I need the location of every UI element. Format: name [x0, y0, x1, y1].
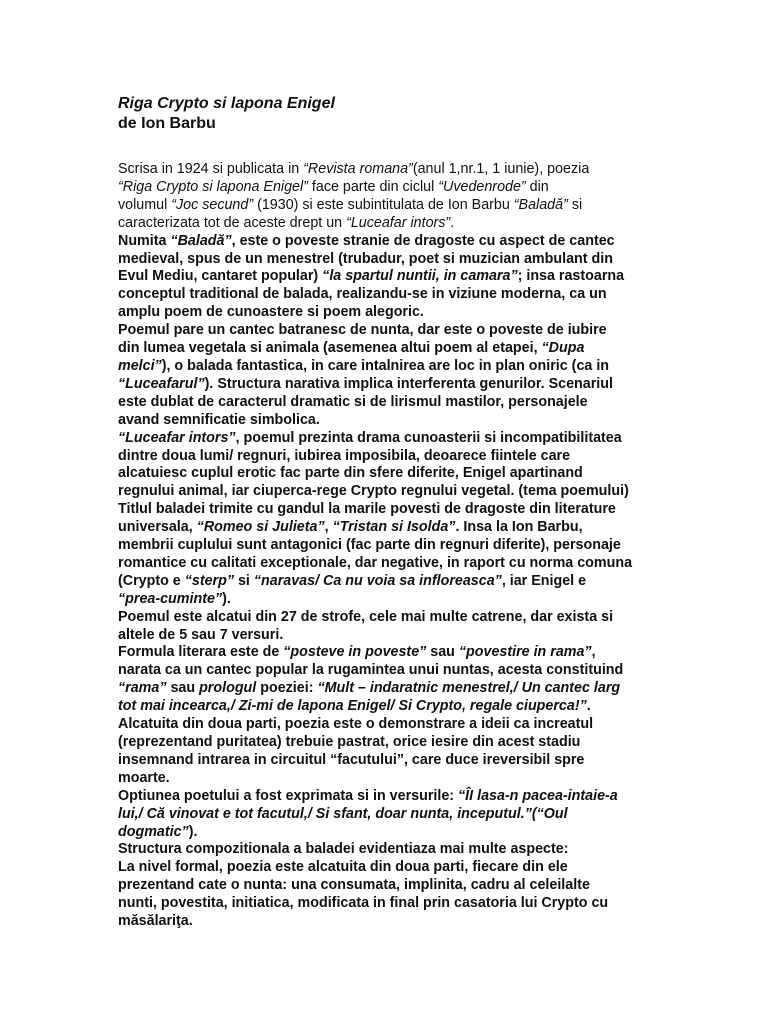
text-line: [118, 752, 658, 770]
text-run: Optiunea poetului a fost exprimata si in versurile:: [118, 787, 459, 804]
text-line: [118, 465, 658, 483]
text-line: [118, 662, 658, 680]
text-line: [118, 537, 658, 555]
text-run: Scrisa in 1924 si publicata in: [118, 161, 304, 177]
text-run: nunti, povestita, initiatica, modificata in final prin casatoria lui Crypto cu: [118, 895, 609, 912]
text-run: ), o balada fantastica, in care intalnirea are loc in plan oniric (ca in: [161, 357, 610, 374]
text-run: “prea-cuminte”: [118, 590, 223, 607]
text-run: ).: [222, 590, 231, 607]
text-run: volumul: [118, 196, 172, 213]
text-line: [118, 215, 658, 233]
text-line: [118, 895, 658, 913]
document-body: [118, 161, 658, 931]
text-line: [118, 322, 658, 340]
text-run: este dublat de caracterul dramatic si de lirismul mastilor, personajele: [118, 393, 588, 410]
text-run: Poemul este alcatui din 27 de strofe, cele mai multe catrene, dar exista si: [118, 608, 614, 625]
text-run: “Luceafar intors”: [346, 214, 451, 231]
text-run: ). Structura narativa implica interferenta genurilor. Scenariul: [204, 375, 613, 392]
text-run: avand semnificatie simbolica.: [118, 411, 320, 428]
document-page: [118, 94, 658, 931]
text-run: “Revista romana”: [303, 161, 413, 177]
text-run: , poemul prezinta drama cunoasterii si incompatibilitatea: [235, 429, 622, 446]
text-run: “posteve in poveste”: [283, 644, 427, 661]
text-line: [118, 913, 658, 931]
text-run: regnului animal, iar ciuperca-rege Crypto regnului vegetal. (tema poemului): [118, 483, 629, 500]
text-line: [118, 734, 658, 752]
title-block: [118, 94, 658, 134]
text-run: Poemul pare un cantec batranesc de nunta, dar este o poveste de iubire: [118, 322, 607, 339]
text-run: ).: [188, 823, 198, 840]
text-run: “Luceafar intors”: [118, 429, 236, 446]
text-line: [118, 501, 658, 519]
text-line: [118, 376, 658, 394]
paragraph: [118, 841, 658, 931]
text-run: lui,/ Că vinovat e tot facutul,/ Si sfant, doar nunta, inceputul.”(“Oul: [118, 805, 568, 822]
text-run: conceptul traditional de balada, realizandu-se in viziune moderna, ca un: [118, 286, 607, 303]
text-run: universala,: [118, 519, 197, 536]
paragraph: [118, 501, 658, 608]
text-line: [118, 770, 658, 788]
text-line: [118, 806, 658, 824]
paragraph: [118, 788, 658, 842]
text-run: Alcatuita din doua parti, poezia este o demonstrare a ideii ca increatul: [118, 716, 594, 733]
text-run: Titlul baladei trimite cu gandul la marile povesti de dragoste din literature: [118, 501, 616, 518]
text-run: “Tristan si Isolda”: [332, 519, 456, 536]
text-run: “Dupa: [541, 340, 585, 357]
text-line: [118, 161, 658, 179]
text-run: membrii cuplului sunt antagonici (fac parte din regnuri diferite), personaje: [118, 537, 621, 554]
text-run: , iar Enigel e: [501, 572, 587, 589]
text-run: ,: [324, 519, 333, 536]
text-line: [118, 251, 658, 269]
text-run: dintre doua lumi/ regnuri, iubirea imposibila, deoarece fiintele care: [118, 447, 571, 464]
paragraph: [118, 716, 658, 788]
text-run: “Baladă”: [170, 232, 232, 249]
text-line: [118, 179, 658, 197]
text-run: melci”: [118, 357, 162, 374]
text-line: [118, 841, 658, 859]
text-line: [118, 197, 658, 215]
paragraph: [118, 233, 658, 323]
text-line: [118, 430, 658, 448]
text-run: altele de 5 sau 7 versuri.: [118, 626, 284, 643]
text-line: [118, 555, 658, 573]
text-line: [118, 304, 658, 322]
text-line: [118, 340, 658, 358]
text-run: “naravas/ Ca nu voia sa infloreasca”: [253, 572, 502, 589]
paragraph: [118, 161, 658, 233]
text-run: medieval, spus de un menestrel (trubadur, poet si muzician ambulant din: [118, 250, 613, 267]
text-run: prologul: [199, 680, 257, 697]
text-line: [118, 268, 658, 286]
text-run: “Joc secund”: [171, 196, 254, 213]
text-run: “rama”: [118, 680, 167, 697]
text-run: caracterizata tot de aceste drept un: [118, 214, 347, 231]
text-line: [118, 519, 658, 537]
text-run: din: [525, 178, 549, 195]
text-run: Evul Mediu, cantaret popular): [118, 268, 323, 285]
text-run: (anul 1,nr.1, 1 iunie), poezia: [412, 161, 590, 177]
text-run: si: [567, 196, 583, 213]
text-run: , este o poveste stranie de dragoste cu aspect de cantec: [231, 232, 615, 249]
text-run: .: [586, 698, 591, 715]
text-run: romantice cu calitati exceptionale, dar negative, in raport cu norma comuna: [118, 554, 633, 571]
text-line: [118, 877, 658, 895]
text-run: tot mai incearca,/ Zi-mi de lapona Enigel/ Si Crypto, regale ciuperca!”: [118, 698, 587, 715]
text-run: “Luceafarul”: [118, 375, 205, 392]
text-line: [118, 788, 658, 806]
document-subtitle: de Ion Barbu: [118, 115, 216, 132]
text-line: [118, 573, 658, 591]
text-run: “Mult – indaratnic menestrel,/ Un cantec larg: [317, 680, 621, 697]
text-run: (reprezentand puritatea) trebuie pastrat, orice iesire din acest stadiu: [118, 734, 581, 750]
paragraph: [118, 322, 658, 429]
text-line: [118, 233, 658, 251]
text-run: . Insa la Ion Barbu,: [455, 519, 583, 536]
text-line: [118, 448, 658, 466]
text-run: alcatuiesc cuplul erotic fac parte din sfere diferite, Enigel apartinand: [118, 465, 583, 482]
text-run: face parte din ciclul: [307, 178, 439, 195]
text-run: “Baladă”: [513, 196, 568, 213]
text-run: poeziei:: [256, 680, 318, 697]
text-run: moarte.: [118, 769, 170, 786]
text-run: dogmatic”: [118, 823, 189, 840]
text-run: si: [234, 572, 254, 589]
text-run: Formula literara este de: [118, 644, 284, 661]
text-run: ,: [591, 644, 596, 661]
text-line: [118, 698, 658, 716]
text-run: sau: [166, 680, 200, 697]
text-run: “Riga Crypto si lapona Enigel”: [118, 178, 308, 195]
text-run: din lumea vegetala si animala (asemenea altui poem al etapei,: [118, 340, 542, 357]
text-line: [118, 591, 658, 609]
text-run: “Uvedenrode”: [438, 178, 526, 195]
text-run: “sterp”: [184, 572, 234, 589]
text-run: sau: [426, 644, 459, 661]
text-run: “ÎI lasa-n pacea-intaie-a: [458, 787, 618, 804]
text-line: [118, 680, 658, 698]
text-run: (1930) si este subintitulata de Ion Barbu: [253, 196, 514, 213]
paragraph: [118, 644, 658, 716]
text-line: [118, 394, 658, 412]
text-run: “la spartul nuntii, in camara”: [322, 268, 518, 285]
text-run: “Romeo si Julieta”: [196, 519, 325, 536]
text-line: [118, 716, 658, 734]
text-run: narata ca un cantec popular la rugamintea unui nuntas, acesta constituind: [118, 662, 624, 679]
text-line: [118, 412, 658, 430]
document-title: Riga Crypto si lapona Enigel: [118, 95, 335, 112]
text-run: La nivel formal, poezia este alcatuita din doua parti, fiecare din ele: [118, 859, 568, 876]
text-run: Numita: [118, 232, 171, 249]
text-line: [118, 609, 658, 627]
text-run: Structura compozitionala a baladei evidentiaza mai multe aspecte:: [118, 841, 569, 858]
text-run: insemnand intrarea in circuitul “facutului”, care duce ireversibil spre: [118, 751, 585, 768]
text-line: [118, 824, 658, 842]
text-line: [118, 627, 658, 645]
text-run: măsălariţa.: [118, 913, 193, 930]
text-line: [118, 483, 658, 501]
text-line: [118, 358, 658, 376]
text-line: [118, 644, 658, 662]
text-run: prezentand cate o nunta: una consumata, implinita, cadru al celeilalte: [118, 877, 590, 894]
text-run: ; insa rastoarna: [517, 268, 625, 285]
text-run: (Crypto e: [118, 572, 185, 589]
text-line: [118, 286, 658, 304]
paragraph: [118, 430, 658, 502]
text-run: .: [450, 214, 455, 231]
text-run: “povestire in rama”: [458, 644, 592, 661]
text-line: [118, 859, 658, 877]
paragraph: [118, 609, 658, 645]
text-run: amplu poem de cunoastere si poem alegoric.: [118, 304, 424, 321]
